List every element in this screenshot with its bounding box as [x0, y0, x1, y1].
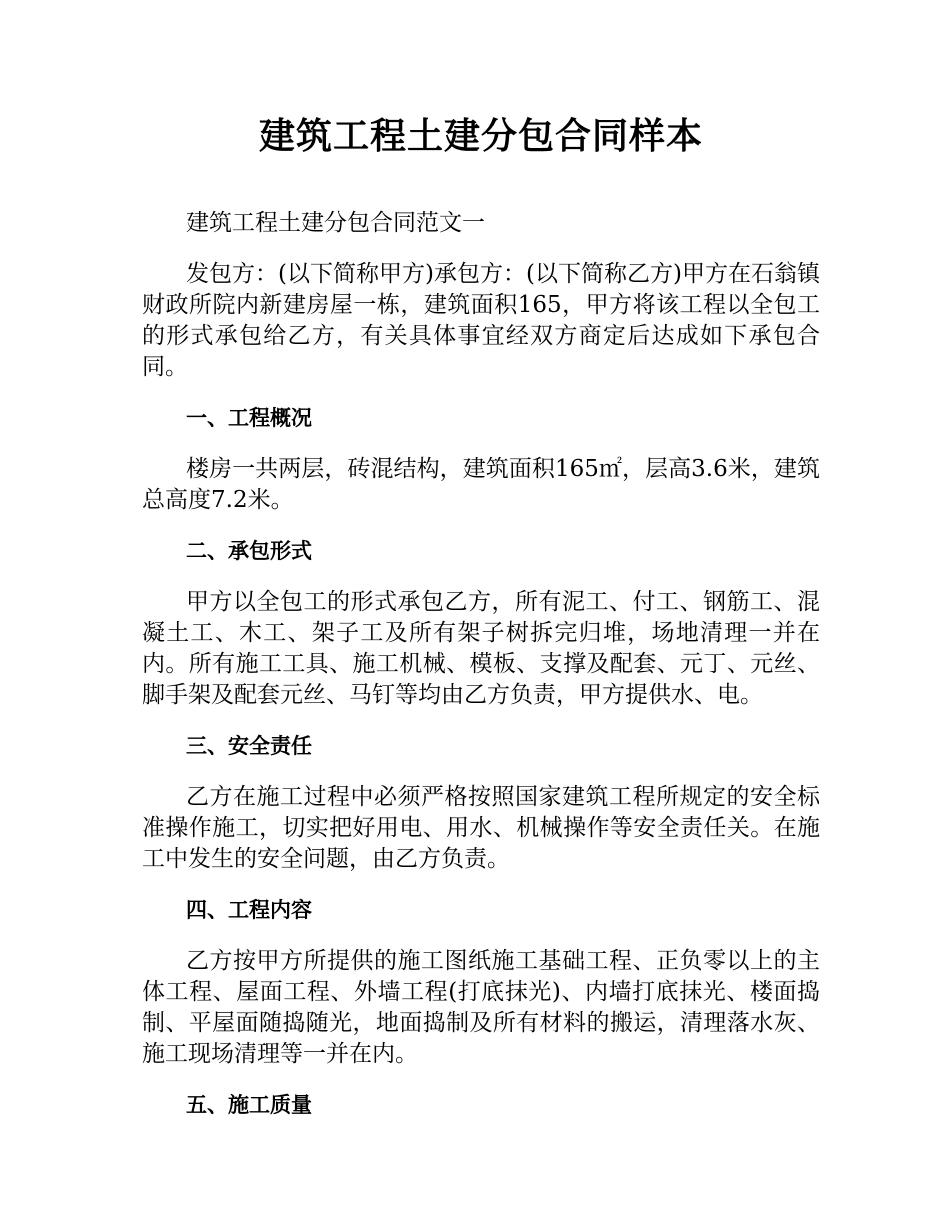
- document-title: 建筑工程土建分包合同样本: [258, 116, 703, 157]
- section-5: [142, 1090, 820, 1121]
- section-body: 甲方以全包工的形式承包乙方，所有泥工、付工、钢筋工、混凝土工、木工、架子工及所有架子树拆完归堆，场地清理一并在内。所有施工工具、施工机械、模板、支撑及配套、元丁、元丝、脚手架及配套元丝、马钉等均由乙方负责，甲方提供水、电。: [142, 589, 820, 708]
- intro-paragraph: 发包方：(以下简称甲方)承包方：(以下简称乙方)甲方在石翁镇财政所院内新建房屋一栋，建筑面积165，甲方将该工程以全包工的形式承包给乙方，有关具体事宜经双方商定后达成如下承包合同。: [142, 261, 820, 380]
- section-heading: 四、工程内容: [186, 898, 312, 922]
- document-subtitle: 建筑工程土建分包合同范文一: [186, 210, 485, 236]
- section-body: 楼房一共两层，砖混结构，建筑面积165㎡，层高3.6米，建筑总高度7.2米。: [142, 456, 820, 513]
- section-heading: 三、安全责任: [186, 734, 312, 758]
- section-heading: 一、工程概况: [186, 406, 312, 430]
- section-3: [142, 731, 820, 875]
- section-heading: 五、施工质量: [186, 1093, 312, 1117]
- section-2: [142, 536, 820, 711]
- section-body: 乙方在施工过程中必须严格按照国家建筑工程所规定的安全标准操作施工，切实把好用电、用水、机械操作等安全责任关。在施工中发生的安全问题，由乙方负责。: [142, 784, 820, 872]
- section-1: [142, 403, 820, 516]
- section-body: 乙方按甲方所提供的施工图纸施工基础工程、正负零以上的主体工程、屋面工程、外墙工程(打底抹光)、内墙打底抹光、楼面捣制、平屋面随捣随光，地面捣制及所有材料的搬运，清理落水灰、施工现场清理等一并在内。: [142, 948, 820, 1067]
- section-heading: 二、承包形式: [186, 539, 312, 563]
- section-4: [142, 895, 820, 1070]
